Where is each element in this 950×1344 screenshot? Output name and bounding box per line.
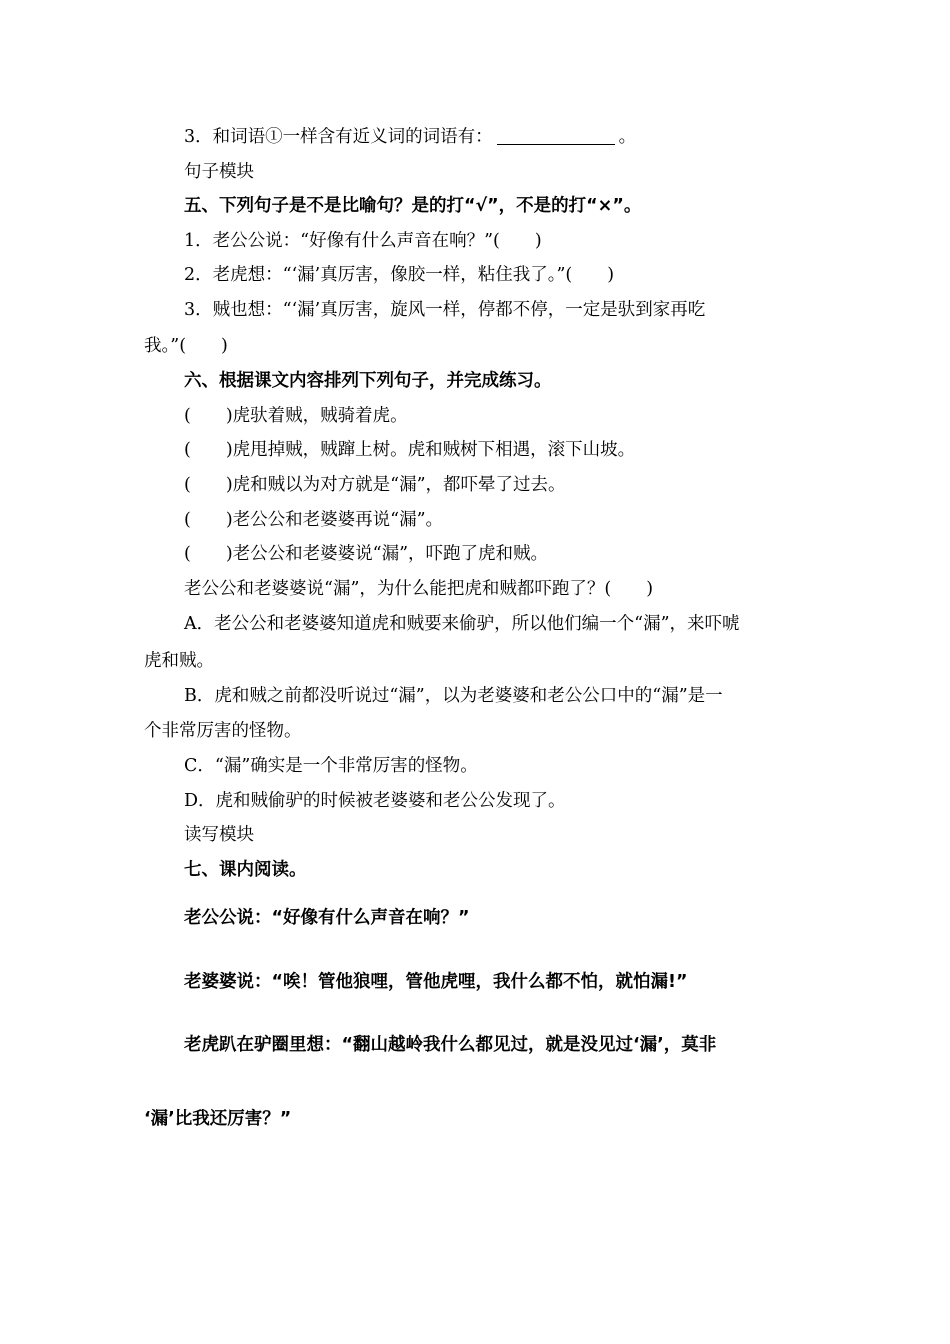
question-5-item-3-continued: 我。”( ) <box>144 336 228 356</box>
question-3-end: 。 <box>618 127 637 147</box>
question-7-title: 七、课内阅读。 <box>184 860 307 880</box>
ordering-item-1: ( )虎驮着贼，贼骑着虎。 <box>184 406 408 426</box>
question-6-subquestion: 老公公和老婆婆说“漏”，为什么能把虎和贼都吓跑了？( ) <box>184 579 654 599</box>
passage-line-3: 老虎趴在驴圈里想：“翻山越岭我什么都见过，就是没见过‘漏’，莫非 <box>184 1035 717 1055</box>
question-3-line <box>184 125 636 149</box>
sentence-module-heading: 句子模块 <box>184 162 254 182</box>
option-a: A．老公公和老婆婆知道虎和贼要来偷驴，所以他们编一个“漏”，来吓唬 <box>184 614 740 634</box>
ordering-item-5: ( )老公公和老婆婆说“漏”，吓跑了虎和贼。 <box>184 544 549 564</box>
question-5-item-3: 3．贼也想：“‘漏’真厉害，旋风一样，停都不停，一定是驮到家再吃 <box>184 300 706 320</box>
ordering-item-4: ( )老公公和老婆婆再说“漏”。 <box>184 510 444 530</box>
passage-line-2: 老婆婆说：“唉！管他狼哩，管他虎哩，我什么都不怕，就怕漏!” <box>184 972 688 992</box>
option-c: C．“漏”确实是一个非常厉害的怪物。 <box>184 756 478 776</box>
question-5-item-1: 1．老公公说：“好像有什么声音在响？”( ) <box>184 231 542 251</box>
ordering-item-2: ( )虎甩掉贼，贼蹿上树。虎和贼树下相遇，滚下山坡。 <box>184 440 636 460</box>
option-a-continued: 虎和贼。 <box>144 651 214 671</box>
reading-module-heading: 读写模块 <box>184 825 254 845</box>
option-b: B．虎和贼之前都没听说过“漏”，以为老婆婆和老公公口中的“漏”是一 <box>184 686 723 706</box>
question-6-title: 六、根据课文内容排列下列句子，并完成练习。 <box>184 371 552 391</box>
question-5-title: 五、下列句子是不是比喻句？是的打“√”，不是的打“×”。 <box>184 196 642 216</box>
passage-line-3-continued: ‘漏’比我还厉害？” <box>144 1109 292 1129</box>
question-3-text: 3．和词语①一样含有近义词的词语有： <box>184 127 493 147</box>
passage-line-1: 老公公说：“好像有什么声音在响？” <box>184 908 470 928</box>
ordering-item-3: ( )虎和贼以为对方就是“漏”，都吓晕了过去。 <box>184 475 566 495</box>
option-d: D．虎和贼偷驴的时候被老婆婆和老公公发现了。 <box>184 791 566 811</box>
option-b-continued: 个非常厉害的怪物。 <box>144 721 302 741</box>
question-5-item-2: 2．老虎想：“‘漏’真厉害，像胶一样，粘住我了。”( ) <box>184 265 615 285</box>
answer-blank[interactable] <box>497 126 615 145</box>
